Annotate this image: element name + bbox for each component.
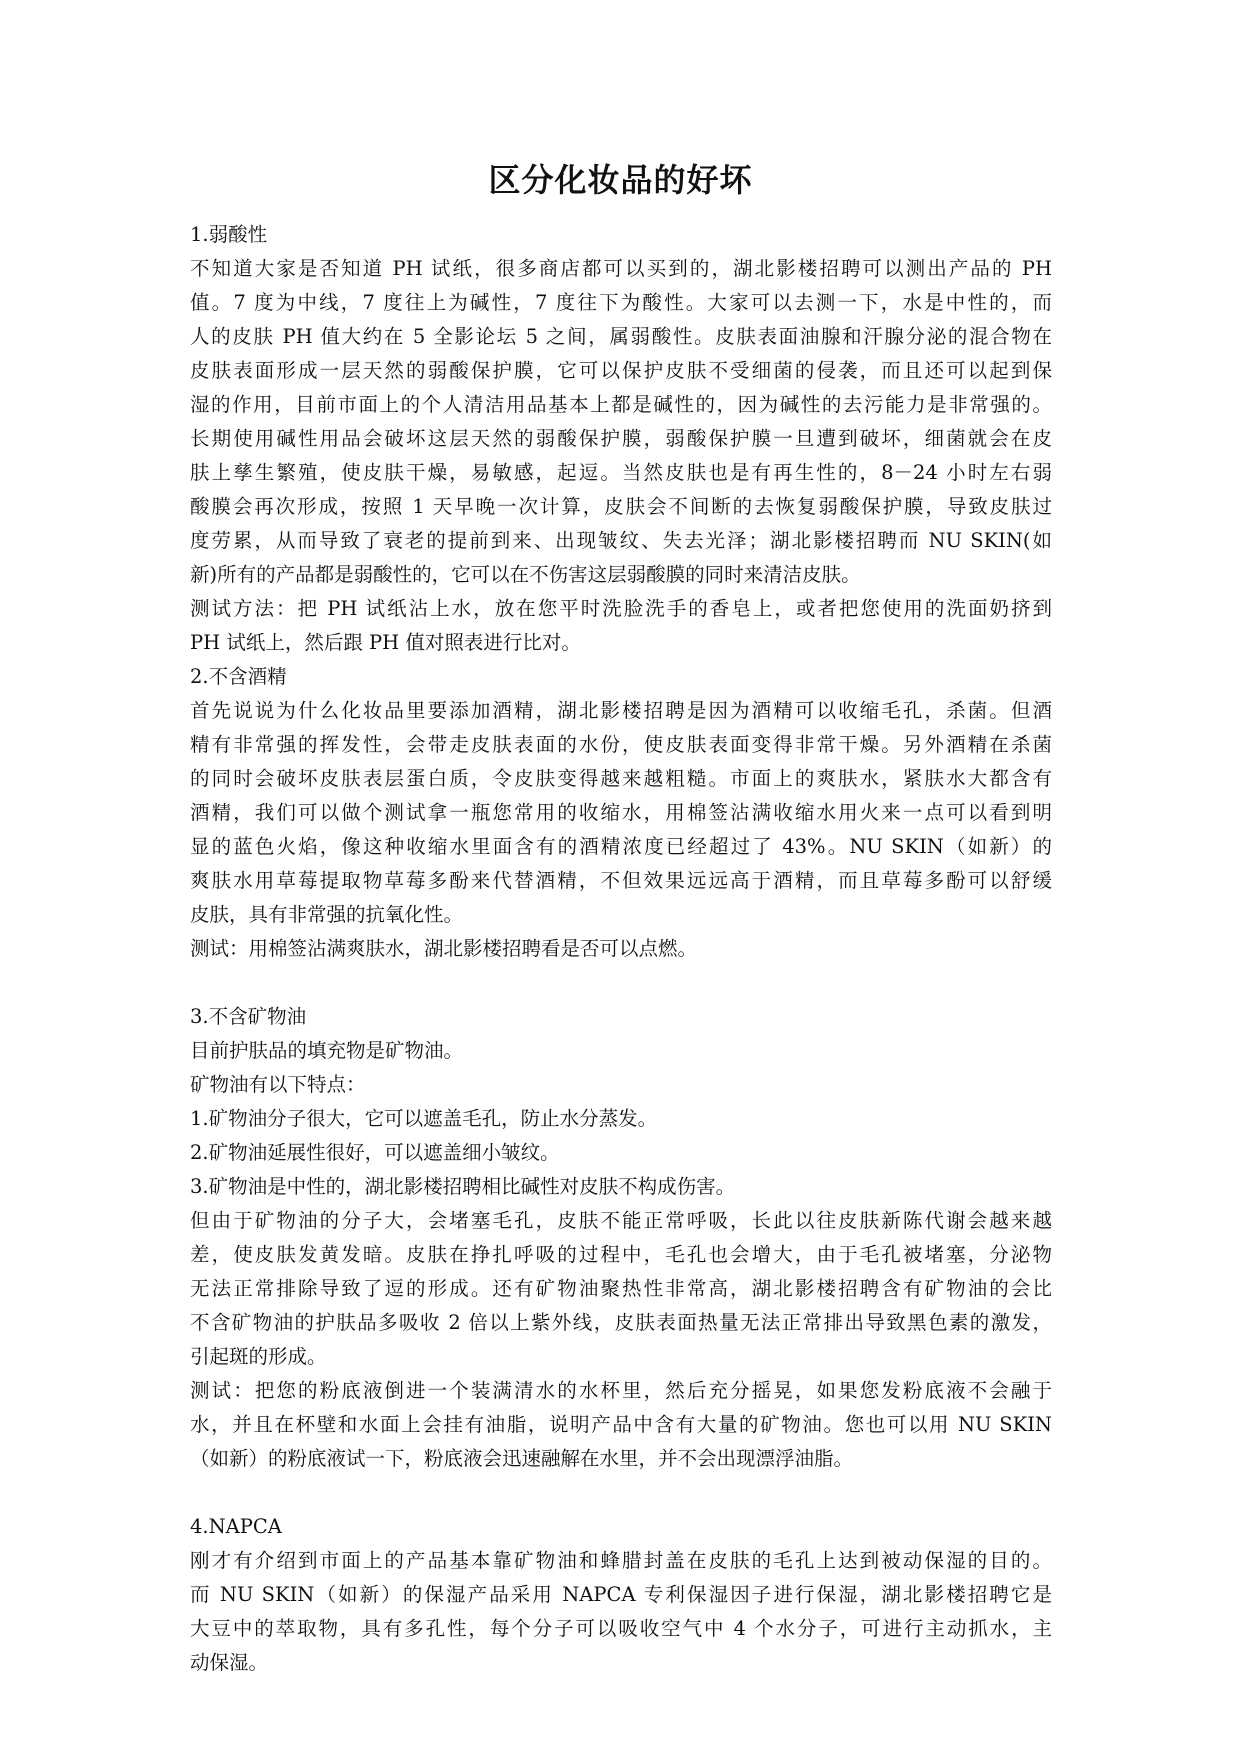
text-line: 1.矿物油分子很大，它可以遮盖毛孔，防止水分蒸发。 [190,1107,658,1130]
text-line: 湿的作用，目前市面上的个人清洁用品基本上都是碱性的，因为碱性的去污能力是非常强的。 [190,393,1052,416]
text-line: 显的蓝色火焰，像这种收缩水里面含有的酒精浓度已经超过了 43%。NU SKIN（如新）的 [190,835,1052,858]
text-line: 测试：把您的粉底液倒进一个装满清水的水杯里，然后充分摇晃，如果您发粉底液不会融于 [190,1379,1052,1402]
text-line: 测试：用棉签沾满爽肤水，湖北影楼招聘看是否可以点燃。 [190,937,698,960]
blank-line [190,966,1052,1000]
text-line: 酒精，我们可以做个测试拿一瓶您常用的收缩水，用棉签沾满收缩水用火来一点可以看到明 [190,801,1052,824]
document-body [190,218,1052,1680]
text-line: 但由于矿物油的分子大，会堵塞毛孔，皮肤不能正常呼吸，长此以往皮肤新陈代谢会越来越 [190,1209,1052,1232]
text-line: 皮肤，具有非常强的抗氧化性。 [190,903,464,926]
text-line: 动保湿。 [190,1651,269,1674]
text-line: 大豆中的萃取物，具有多孔性，每个分子可以吸收空气中 4 个水分子，可进行主动抓水，主 [190,1617,1052,1640]
text-line: 无法正常排除导致了逗的形成。还有矿物油聚热性非常高，湖北影楼招聘含有矿物油的会比 [190,1277,1052,1300]
text-line: 差，使皮肤发黄发暗。皮肤在挣扎呼吸的过程中，毛孔也会增大，由于毛孔被堵塞，分泌物 [190,1243,1052,1266]
text-line: 刚才有介绍到市面上的产品基本靠矿物油和蜂腊封盖在皮肤的毛孔上达到被动保湿的目的。 [190,1549,1052,1572]
text-line: 2.不含酒精 [190,665,287,688]
text-line: 而 NU SKIN（如新）的保湿产品采用 NAPCA 专利保湿因子进行保湿，湖北影楼招聘它是 [190,1583,1052,1606]
text-line: 新)所有的产品都是弱酸性的，它可以在不伤害这层弱酸膜的同时来清洁皮肤。 [190,563,861,586]
text-line: 测试方法：把 PH 试纸沾上水，放在您平时洗脸洗手的香皂上，或者把您使用的洗面奶挤到 [190,597,1052,620]
text-line: 首先说说为什么化妆品里要添加酒精，湖北影楼招聘是因为酒精可以收缩毛孔，杀菌。但酒 [190,699,1052,722]
text-line: 不含矿物油的护肤品多吸收 2 倍以上紫外线，皮肤表面热量无法正常排出导致黑色素的激发， [190,1311,1052,1334]
text-line: 爽肤水用草莓提取物草莓多酚来代替酒精，不但效果远远高于酒精，而且草莓多酚可以舒缓 [190,869,1052,892]
text-line: 4.NAPCA [190,1515,282,1538]
text-line: 1.弱酸性 [190,223,268,246]
text-line: PH 试纸上，然后跟 PH 值对照表进行比对。 [190,631,581,654]
text-line: 度劳累，从而导致了衰老的提前到来、出现皱纹、失去光泽；湖北影楼招聘而 NU SKIN(如 [190,529,1052,552]
text-line: 不知道大家是否知道 PH 试纸，很多商店都可以买到的，湖北影楼招聘可以测出产品的 PH [190,257,1052,280]
document-title: 区分化妆品的好坏 [488,161,753,199]
text-line: 3.矿物油是中性的，湖北影楼招聘相比碱性对皮肤不构成伤害。 [190,1175,736,1198]
text-line: 酸膜会再次形成，按照 1 天早晚一次计算，皮肤会不间断的去恢复弱酸保护膜，导致皮肤过 [190,495,1052,518]
text-line: 皮肤表面形成一层天然的弱酸保护膜，它可以保护皮肤不受细菌的侵袭，而且还可以起到保 [190,359,1052,382]
blank-line [190,1476,1052,1510]
text-line: 矿物油有以下特点： [190,1073,366,1096]
text-line: 值。7 度为中线，7 度往上为碱性，7 度往下为酸性。大家可以去测一下，水是中性的，而 [190,291,1052,314]
text-line: 长期使用碱性用品会破坏这层天然的弱酸保护膜，弱酸保护膜一旦遭到破坏，细菌就会在皮 [190,427,1052,450]
text-line: 肤上孳生繁殖，使皮肤干燥，易敏感，起逗。当然皮肤也是有再生性的，8－24 小时左右弱 [190,461,1052,484]
text-line: 目前护肤品的填充物是矿物油。 [190,1039,464,1062]
text-line: 2.矿物油延展性很好，可以遮盖细小皱纹。 [190,1141,560,1164]
text-line: 的同时会破坏皮肤表层蛋白质，令皮肤变得越来越粗糙。市面上的爽肤水，紧肤水大都含有 [190,767,1052,790]
text-line: 3.不含矿物油 [190,1005,307,1028]
text-line: 精有非常强的挥发性，会带走皮肤表面的水份，使皮肤表面变得非常干燥。另外酒精在杀菌 [190,733,1052,756]
text-line: 水，并且在杯壁和水面上会挂有油脂，说明产品中含有大量的矿物油。您也可以用 NU SKIN [190,1413,1052,1436]
text-line: 人的皮肤 PH 值大约在 5 全影论坛 5 之间，属弱酸性。皮肤表面油腺和汗腺分泌的混合物在 [190,325,1052,348]
text-line: 引起斑的形成。 [190,1345,327,1368]
text-line: （如新）的粉底液试一下，粉底液会迅速融解在水里，并不会出现漂浮油脂。 [190,1447,854,1470]
